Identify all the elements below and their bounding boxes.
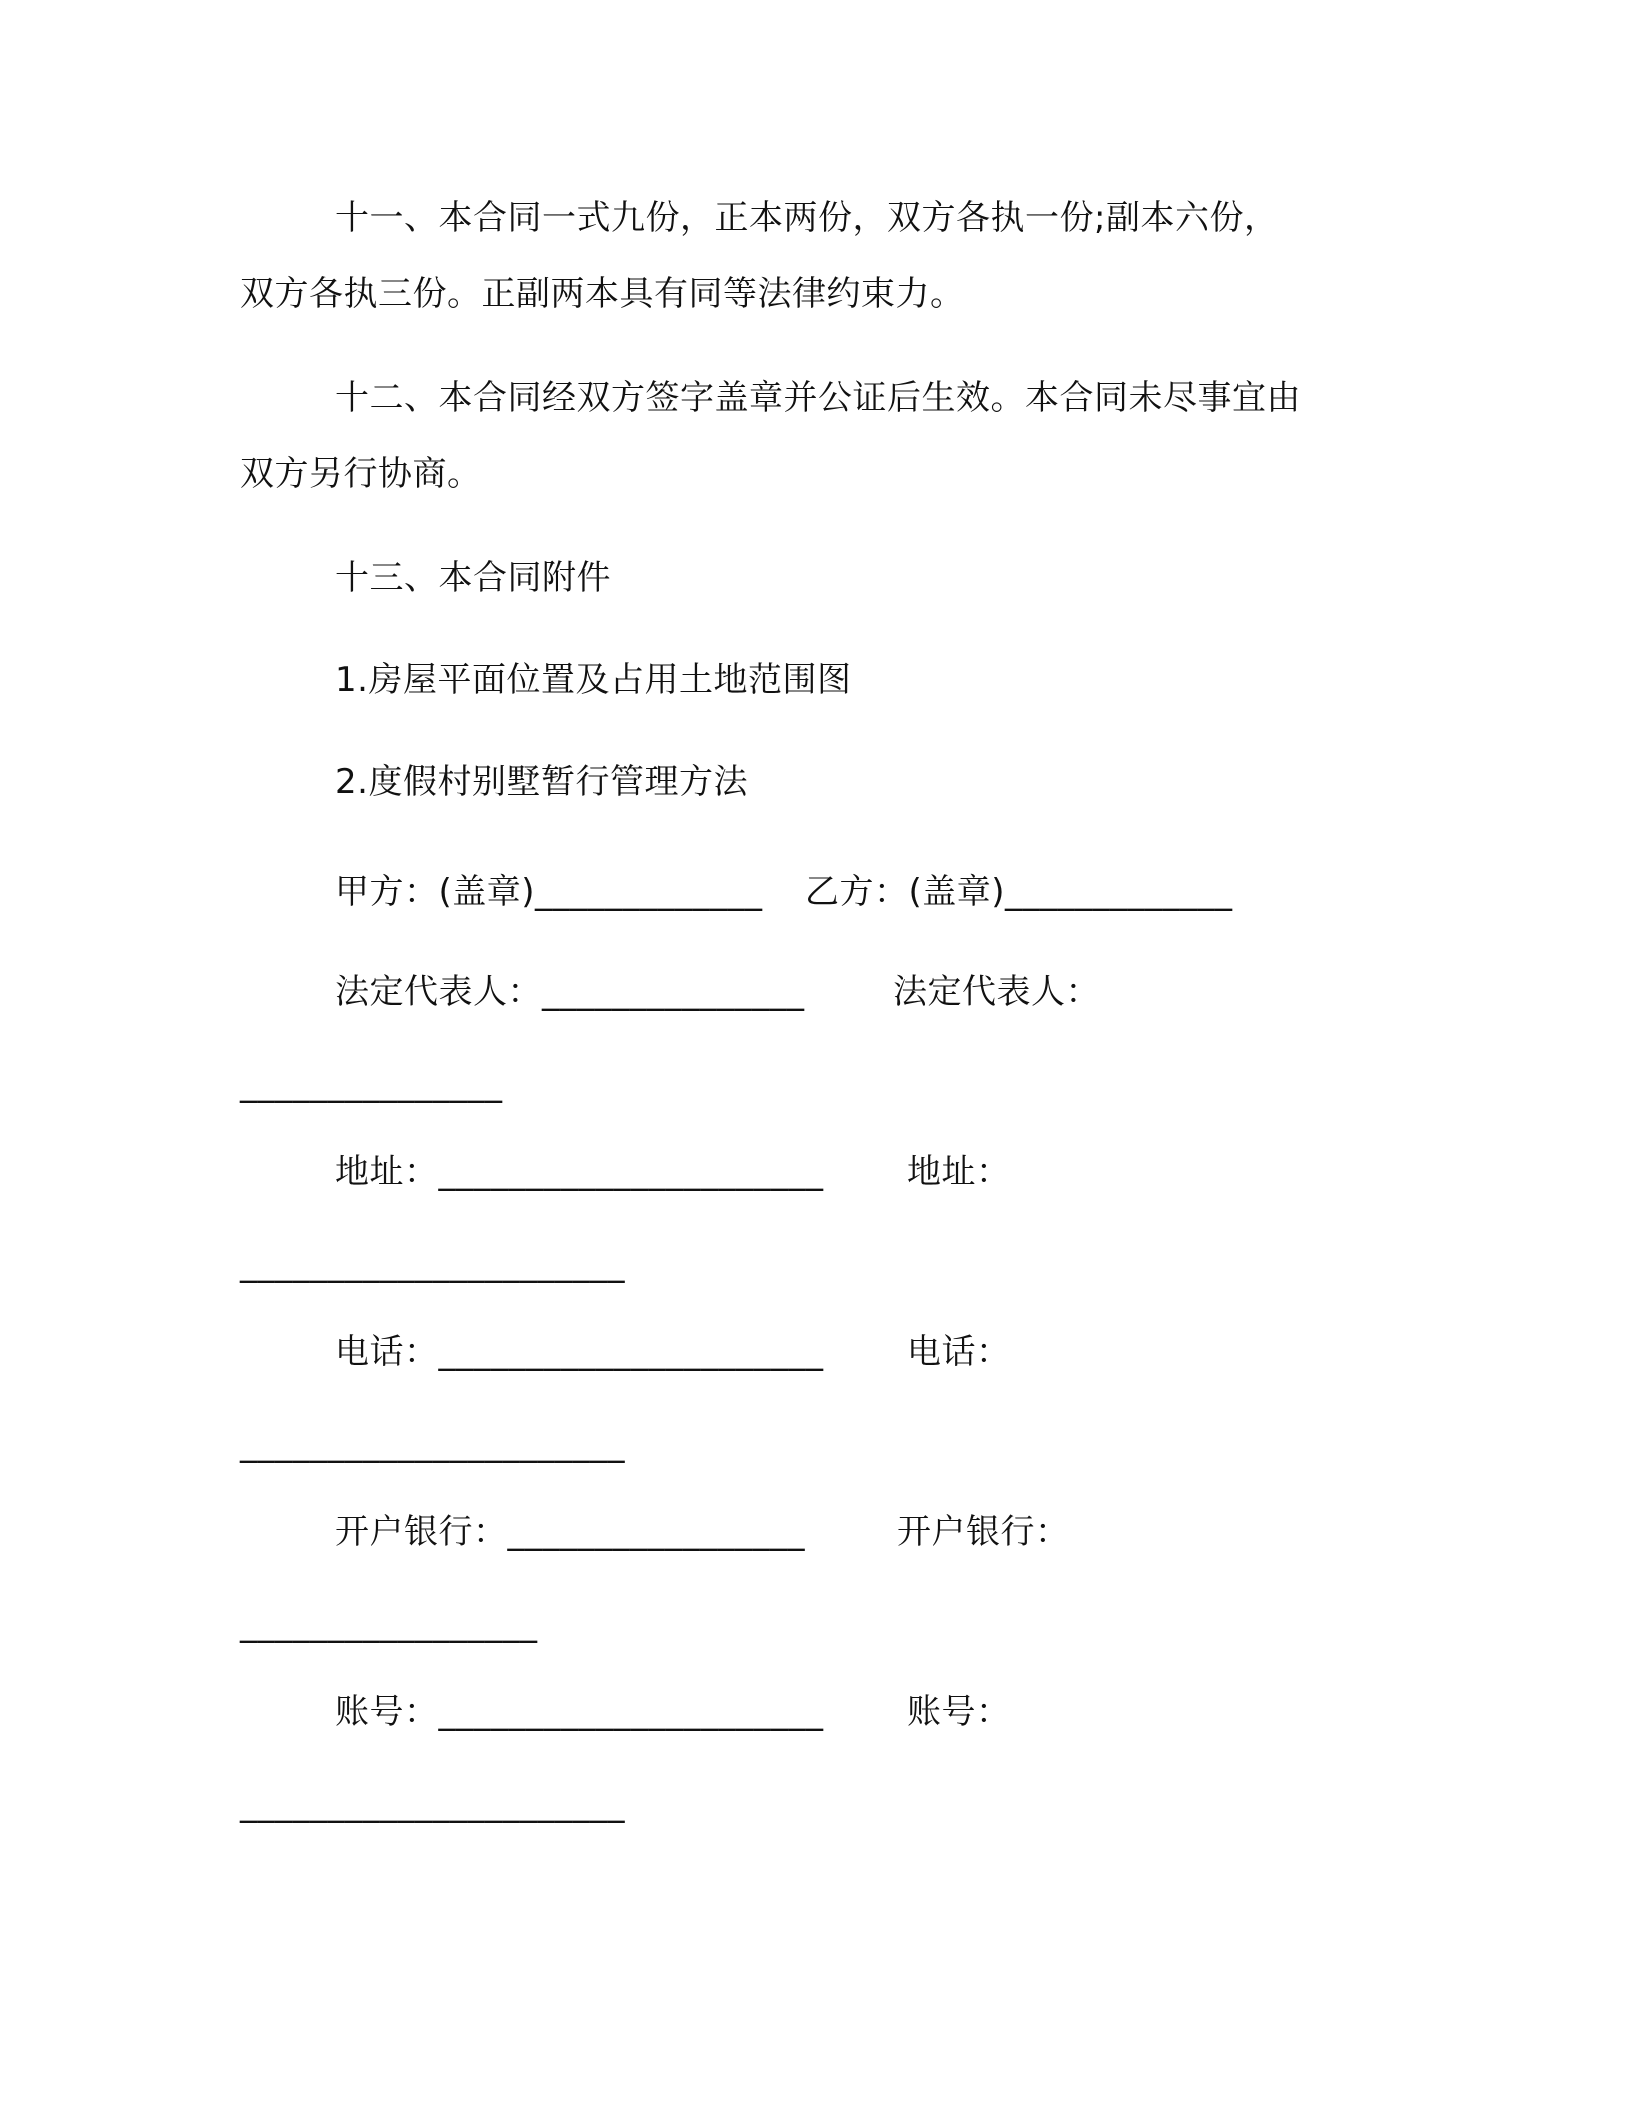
clause-11-line1: 十一、本合同一式九份，正本两份，双方各执一份;副本六份， — [335, 198, 1279, 238]
bank-b-label: 开户银行： — [897, 1512, 1070, 1552]
phone-b-blank: ______________________ — [240, 1424, 625, 1464]
party-b-seal-line: 乙方：(盖章)_____________ — [805, 872, 1233, 912]
legal-rep-b-label: 法定代表人： — [893, 972, 1100, 1012]
attachment-item-2: 2.度假村别墅暂行管理方法 — [335, 762, 748, 802]
phone-b-label: 电话： — [907, 1332, 1011, 1372]
address-b-label: 地址： — [907, 1152, 1011, 1192]
clause-12-line2: 双方另行协商。 — [240, 454, 482, 494]
attachment-item-1: 1.房屋平面位置及占用土地范围图 — [335, 660, 852, 700]
address-a-line: 地址：______________________ — [335, 1152, 824, 1192]
account-b-blank: ______________________ — [240, 1784, 625, 1824]
bank-b-blank: _________________ — [240, 1604, 538, 1644]
account-a-line: 账号：______________________ — [335, 1692, 824, 1732]
legal-rep-b-blank: _______________ — [240, 1064, 503, 1104]
legal-rep-a-line: 法定代表人：_______________ — [335, 972, 805, 1012]
phone-a-line: 电话：______________________ — [335, 1332, 824, 1372]
party-a-seal-line: 甲方：(盖章)_____________ — [335, 872, 763, 912]
address-b-blank: ______________________ — [240, 1244, 625, 1284]
clause-13-heading: 十三、本合同附件 — [335, 558, 611, 598]
clause-11-line2: 双方各执三份。正副两本具有同等法律约束力。 — [240, 274, 965, 314]
clause-12-line1: 十二、本合同经双方签字盖章并公证后生效。本合同未尽事宜由 — [335, 378, 1301, 418]
bank-a-line: 开户银行：_________________ — [335, 1512, 805, 1552]
account-b-label: 账号： — [907, 1692, 1011, 1732]
